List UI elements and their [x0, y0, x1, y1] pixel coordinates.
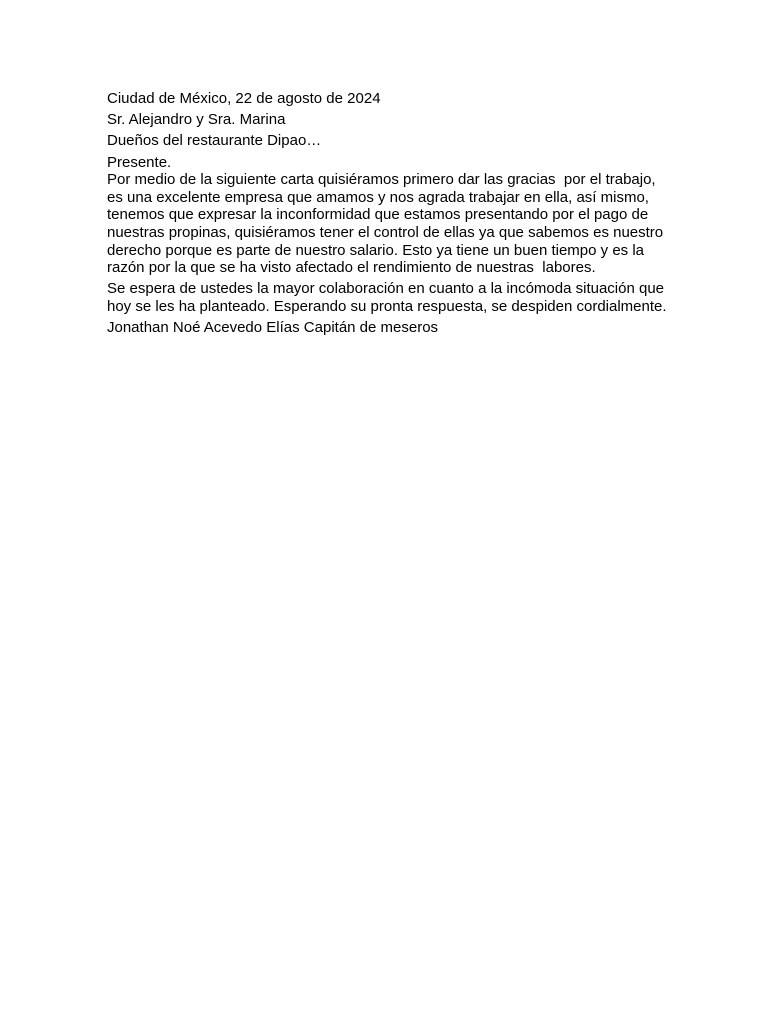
- body-paragraph-2: Se espera de ustedes la mayor colaboración en cuanto a la incómoda situación que hoy se les ha planteado. Esperando su pronta respuesta, se despiden cordialmente.: [107, 280, 669, 315]
- body-paragraph-1: Por medio de la siguiente carta quisiéramos primero dar las gracias por el trabajo, es una excelente empresa que amamos y nos agrada trabajar en ella, así mismo, tenemos que expresar la inconformidad que estamos presentando por el pago de nuestras propinas, quisiéramos tener el control de ellas ya que sabemos es nuestro derecho porque es parte de nuestro salario. Esto ya tiene un buen tiempo y es la razón por la que se ha visto afectado el rendimiento de nuestras labores.: [107, 171, 668, 277]
- recipient-title: Dueños del restaurante Dipao…: [107, 132, 322, 150]
- recipient-line: Sr. Alejandro y Sra. Marina: [107, 111, 286, 129]
- letter-body: [107, 90, 667, 340]
- salutation: Presente.: [107, 153, 172, 171]
- signature: Jonathan Noé Acevedo Elías Capitán de meseros: [107, 319, 439, 337]
- date-line: Ciudad de México, 22 de agosto de 2024: [107, 90, 381, 107]
